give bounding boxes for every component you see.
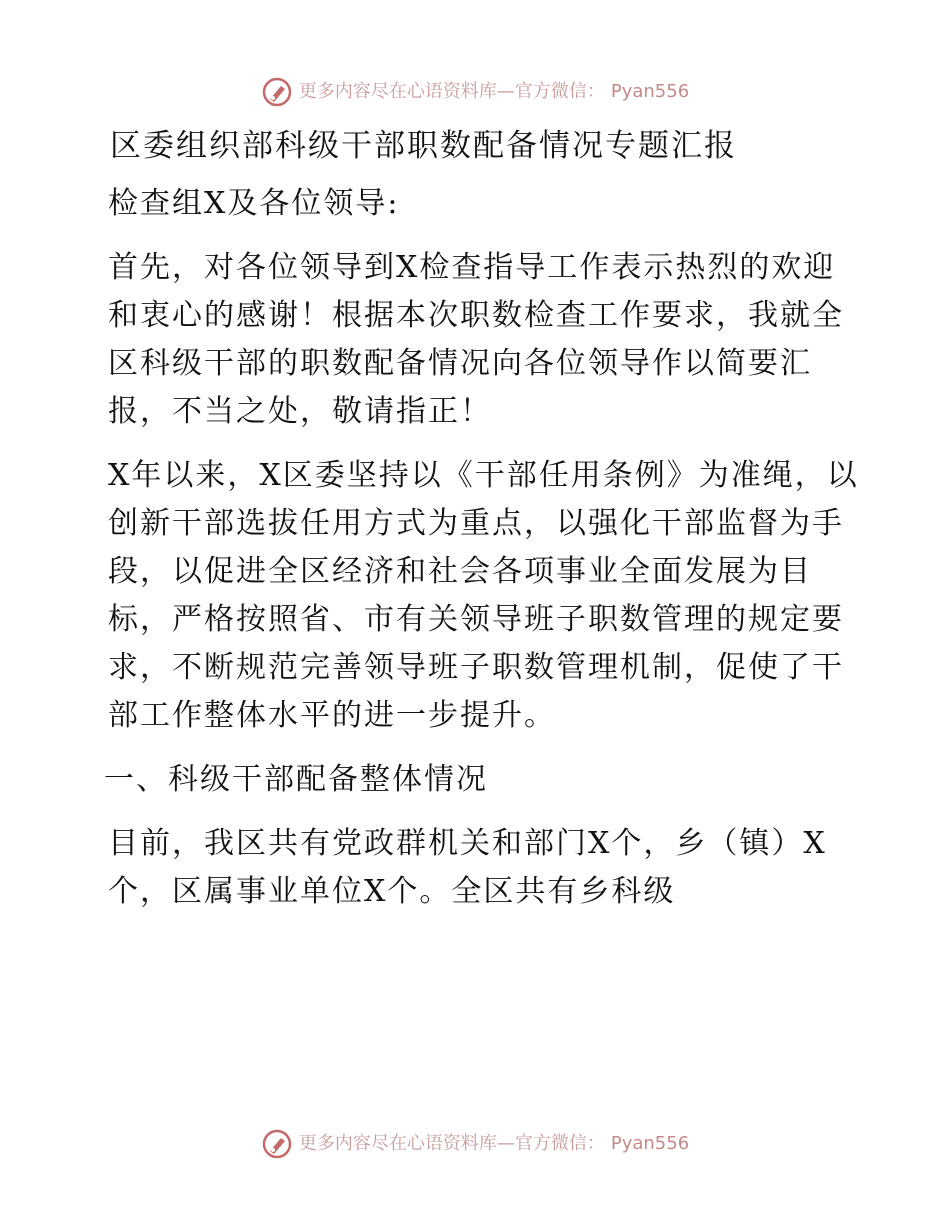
watermark-text: 更多内容尽在心语资料库—官方微信：: [298, 81, 605, 102]
paragraph-overview: X年以来，X区委坚持以《干部任用条例》为准绳，以创新干部选拔任用方式为重点，以强化干部监督为手段，以促进全区经济和社会各项事业全面发展为目标，严格按照省、市有关领导班子职数管理的规定要求，不断规范完善领导班子职数管理机制，促使了干部工作整体水平的进一步提升。: [108, 458, 859, 733]
watermark-text: 更多内容尽在心语资料库—官方微信：: [298, 1133, 605, 1154]
pen-nib-circle-icon: [261, 1128, 293, 1160]
paragraph-intro: 首先，对各位领导到X检查指导工作表示热烈的欢迎和衷心的感谢！根据本次职数检查工作要求，我就全区科级干部的职数配备情况向各位领导作以简要汇报，不当之处，敬请指正！: [108, 250, 844, 429]
document-title: 区委组织部科级干部职数配备情况专题汇报: [110, 128, 737, 164]
footer-watermark: [0, 1128, 950, 1160]
section-heading: 一、科级干部配备整体情况: [104, 762, 488, 797]
pen-nib-circle-icon: [261, 76, 293, 108]
paragraph-section-1: 目前，我区共有党政群机关和部门X个，乡（镇）X个，区属事业单位X个。全区共有乡科级: [108, 826, 827, 909]
salutation: 检查组X及各位领导:: [108, 186, 400, 221]
document-body: [100, 122, 860, 932]
watermark-wechat-id: Pyan556: [610, 81, 690, 102]
header-watermark: [0, 76, 950, 108]
watermark-wechat-id: Pyan556: [610, 1133, 690, 1154]
